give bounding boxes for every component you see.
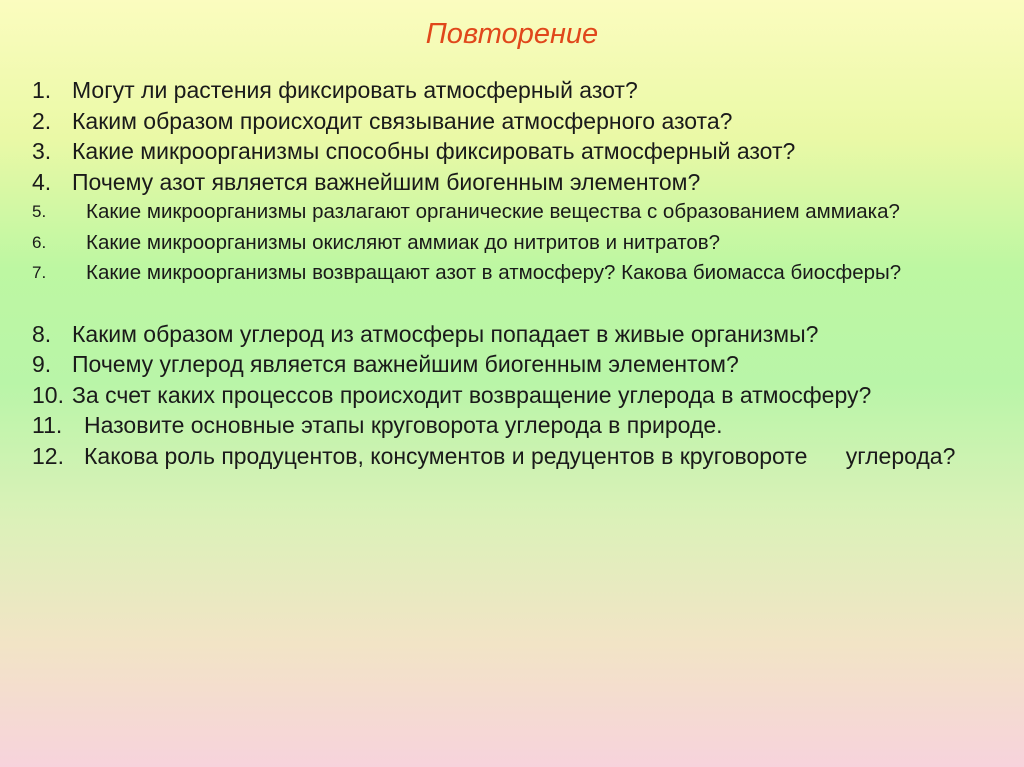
list-item — [32, 106, 1012, 137]
list-item — [32, 75, 1012, 106]
list-item — [32, 136, 1012, 167]
item-text: Каким образом происходит связывание атмосферного азота? — [72, 107, 733, 134]
question-list — [32, 75, 1012, 471]
item-text: Назовите основные этапы круговорота углерода в природе. — [84, 412, 723, 438]
item-text: Почему азот является важнейшим биогенным элементом? — [72, 168, 701, 195]
list-item — [32, 258, 1012, 289]
item-text: Могут ли растения фиксировать атмосферный азот? — [72, 77, 638, 103]
item-text: Почему углерод является важнейшим биогенным элементом? — [72, 351, 739, 377]
item-text: Каким образом углерод из атмосферы попадает в живые организмы? — [72, 320, 819, 347]
list-item — [32, 441, 1012, 472]
item-number: 12. — [32, 442, 64, 469]
list-item — [32, 380, 1012, 411]
item-number: 1. — [32, 77, 52, 103]
item-number: 9. — [32, 351, 52, 377]
item-text: Какова роль продуцентов, консументов и редуцентов в круговороте углерода? — [84, 442, 956, 469]
slide-title: Повторение — [425, 18, 599, 50]
list-item — [32, 410, 1012, 441]
item-text: Какие микроорганизмы окисляют аммиак до нитритов и нитратов? — [86, 230, 721, 254]
item-number: 2. — [32, 107, 52, 134]
item-number: 11. — [32, 412, 63, 438]
list-item — [32, 197, 1012, 228]
item-text: Какие микроорганизмы разлагают органические вещества с образованием аммиака? — [86, 200, 900, 223]
item-number: 5. — [32, 202, 47, 221]
item-number: 4. — [32, 168, 52, 195]
list-item — [32, 228, 1012, 259]
item-number: 6. — [32, 232, 47, 252]
item-text: За счет каких процессов происходит возвращение углерода в атмосферу? — [72, 381, 872, 408]
list-item — [32, 319, 1012, 350]
item-number: 8. — [32, 320, 52, 347]
item-number: 7. — [32, 263, 47, 282]
list-item — [32, 349, 1012, 380]
item-number: 3. — [32, 138, 52, 164]
item-text: Какие микроорганизмы возвращают азот в атмосферу? Какова биомасса биосферы? — [86, 261, 902, 284]
list-item — [32, 167, 1012, 198]
item-text: Какие микроорганизмы способны фиксировать атмосферный азот? — [72, 138, 796, 164]
item-number: 10. — [32, 381, 64, 408]
